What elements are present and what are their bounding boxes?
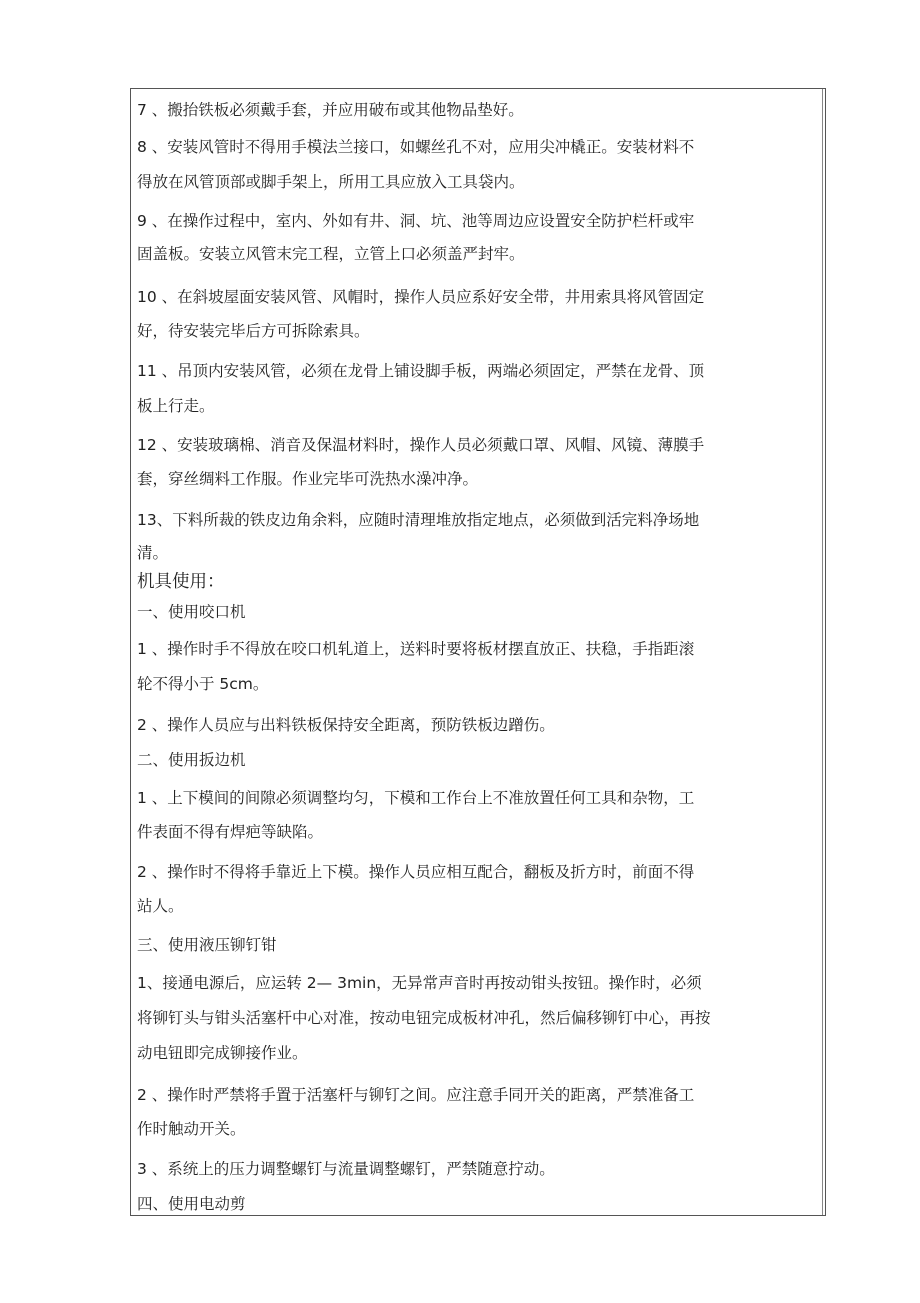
subsection-heading: 一、使用咬口机 <box>137 603 246 621</box>
subsection-heading: 三、使用液压铆钉钳 <box>137 936 277 954</box>
text-line: 2 、操作时严禁将手置于活塞杆与铆钉之间。应注意手同开关的距离，严禁准备工 <box>137 1086 695 1104</box>
text-line: 件表面不得有焊疤等缺陷。 <box>137 823 324 841</box>
text-line: 轮不得小于 5cm。 <box>137 675 269 693</box>
text-line: 动电钮即完成铆接作业。 <box>137 1044 308 1062</box>
text-line: 1 、上下模间的间隙必须调整均匀，下模和工作台上不准放置任何工具和杂物，工 <box>137 789 695 807</box>
text-line: 9 、在操作过程中，室内、外如有井、洞、坑、池等周边应设置安全防护栏杆或牢 <box>137 212 695 230</box>
text-line: 清。 <box>137 544 169 562</box>
text-line: 作时触动开关。 <box>137 1120 246 1138</box>
text-line: 2 、操作人员应与出料铁板保持安全距离，预防铁板边蹭伤。 <box>137 716 555 734</box>
subsection-heading: 四、使用电动剪 <box>137 1195 246 1213</box>
text-line: 13、下料所裁的铁皮边角余料，应随时清理堆放指定地点，必须做到活完料净场地 <box>137 511 700 529</box>
text-line: 3 、系统上的压力调整螺钉与流量调整螺钉，严禁随意拧动。 <box>137 1160 555 1178</box>
text-line: 好，待安装完毕后方可拆除索具。 <box>137 322 370 340</box>
text-line: 1、接通电源后，应运转 2— 3min，无异常声音时再按动钳头按钮。操作时，必须 <box>137 974 702 992</box>
subsection-heading: 二、使用扳边机 <box>137 751 246 769</box>
text-line: 站人。 <box>137 897 184 915</box>
text-line: 8 、安装风管时不得用手模法兰接口，如螺丝孔不对，应用尖冲橇正。安装材料不 <box>137 138 695 156</box>
text-line: 12 、安装玻璃棉、消音及保温材料时，操作人员必须戴口罩、风帽、风镜、薄膜手 <box>137 436 705 454</box>
text-line: 10 、在斜坡屋面安装风管、风帽时，操作人员应系好安全带，井用索具将风管固定 <box>137 288 705 306</box>
text-line: 7 、搬抬铁板必须戴手套，并应用破布或其他物品垫好。 <box>137 101 524 119</box>
text-line: 11 、吊顶内安装风管，必须在龙骨上铺设脚手板，两端必须固定，严禁在龙骨、顶 <box>137 362 705 380</box>
text-line: 板上行走。 <box>137 397 215 415</box>
text-line: 套，穿丝绸料工作服。作业完毕可洗热水澡冲净。 <box>137 470 479 488</box>
text-line: 2 、操作时不得将手靠近上下模。操作人员应相互配合，翻板及折方时，前面不得 <box>137 863 695 881</box>
section-heading: 机具使用： <box>137 572 225 592</box>
text-line: 将铆钉头与钳头活塞杆中心对准，按动电钮完成板材冲孔，然后偏移铆钉中心，再按 <box>137 1009 711 1027</box>
text-line: 固盖板。安装立风管末完工程，立管上口必须盖严封牢。 <box>137 245 525 263</box>
text-line: 1 、操作时手不得放在咬口机轧道上，送料时要将板材摆直放正、扶稳，手指距滚 <box>137 640 695 658</box>
text-line: 得放在风管顶部或脚手架上，所用工具应放入工具袋内。 <box>137 173 525 191</box>
